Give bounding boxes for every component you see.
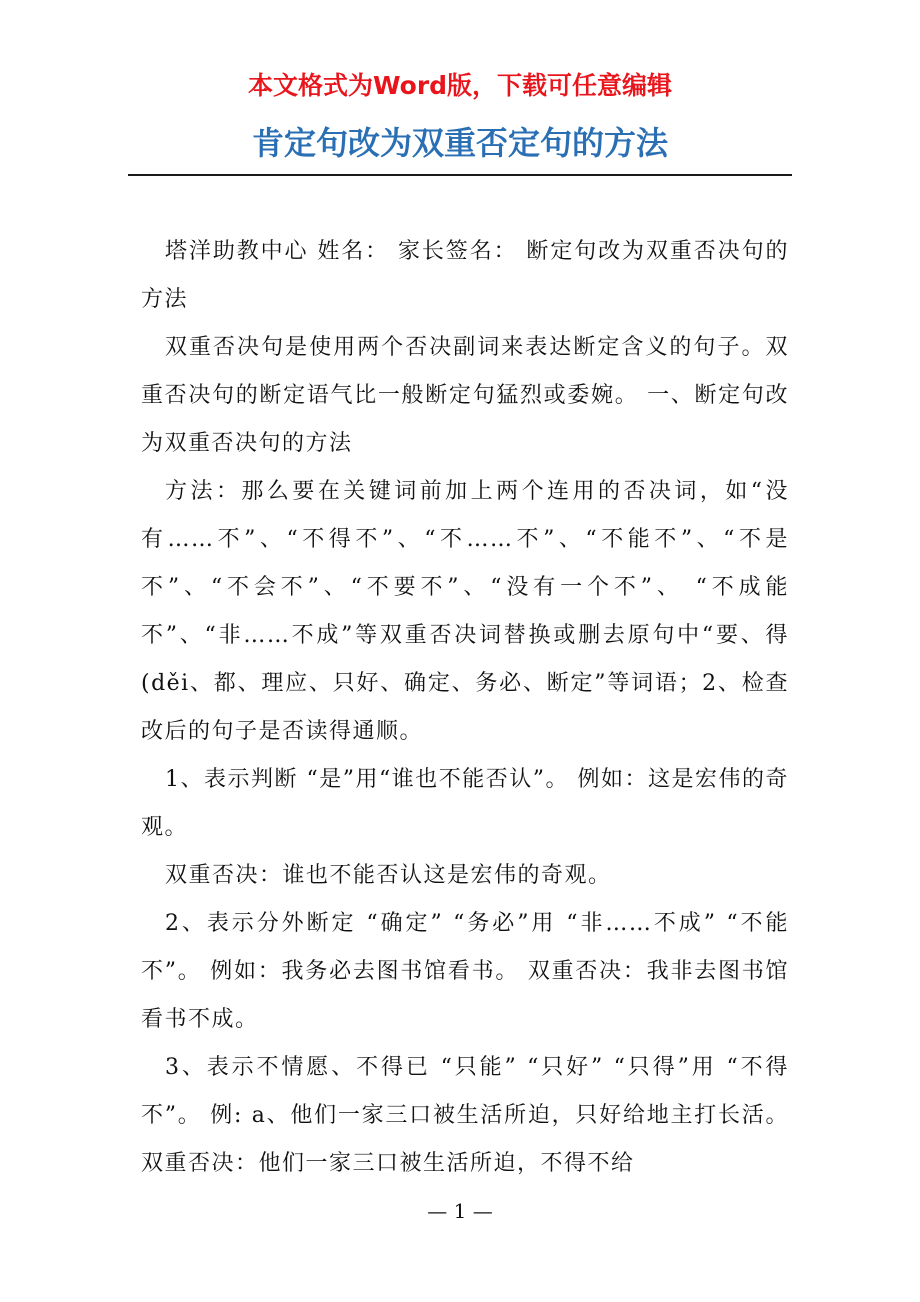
page-number: — 1 —: [427, 1199, 493, 1223]
paragraph-method: 方法：那么要在关键词前加上两个连用的否决词，如“没有……不”、“不得不”、“不……不”、“不能不”、“不是不”、“不会不”、“不要不”、“没有一个不”、 “不成能不”、“非……不成”等双重否决词替换或删去原句中“要、得(děi、都、理应、只好、确定、务必、断定”等词语；2、检查改后的句子是否读得通顺。: [141, 479, 789, 744]
title-divider: [128, 174, 792, 176]
format-banner: 本文格式为Word版，下载可任意编辑: [247, 71, 673, 100]
paragraph-example-1: 双重否决：谁也不能否认这是宏伟的奇观。: [165, 863, 612, 888]
paragraph-intro: 双重否决句是使用两个否决副词来表达断定含义的句子。双重否决句的断定语气比一般断定句猛烈或委婉。 一、断定句改为双重否决句的方法: [141, 335, 789, 456]
paragraph-rule-1: 1、表示判断 “是”用“谁也不能否认”。 例如：这是宏伟的奇观。: [141, 767, 789, 840]
paragraph-header-info: 塔洋助教中心 姓名： 家长签名： 断定句改为双重否决句的方法: [141, 239, 789, 312]
document-title: 肯定句改为双重否定句的方法: [251, 124, 668, 162]
document-body: [141, 228, 789, 1188]
paragraph-rule-3: 3、表示不情愿、不得已 “只能” “只好” “只得”用 “不得不”。 例: a、他们一家三口被生活所迫，只好给地主打长活。 双重否决：他们一家三口被生活所迫，不得不给: [141, 1055, 789, 1176]
paragraph-rule-2: 2、表示分外断定 “确定” “务必”用 “非……不成” “不能不”。 例如：我务必去图书馆看书。 双重否决：我非去图书馆看书不成。: [141, 911, 789, 1032]
